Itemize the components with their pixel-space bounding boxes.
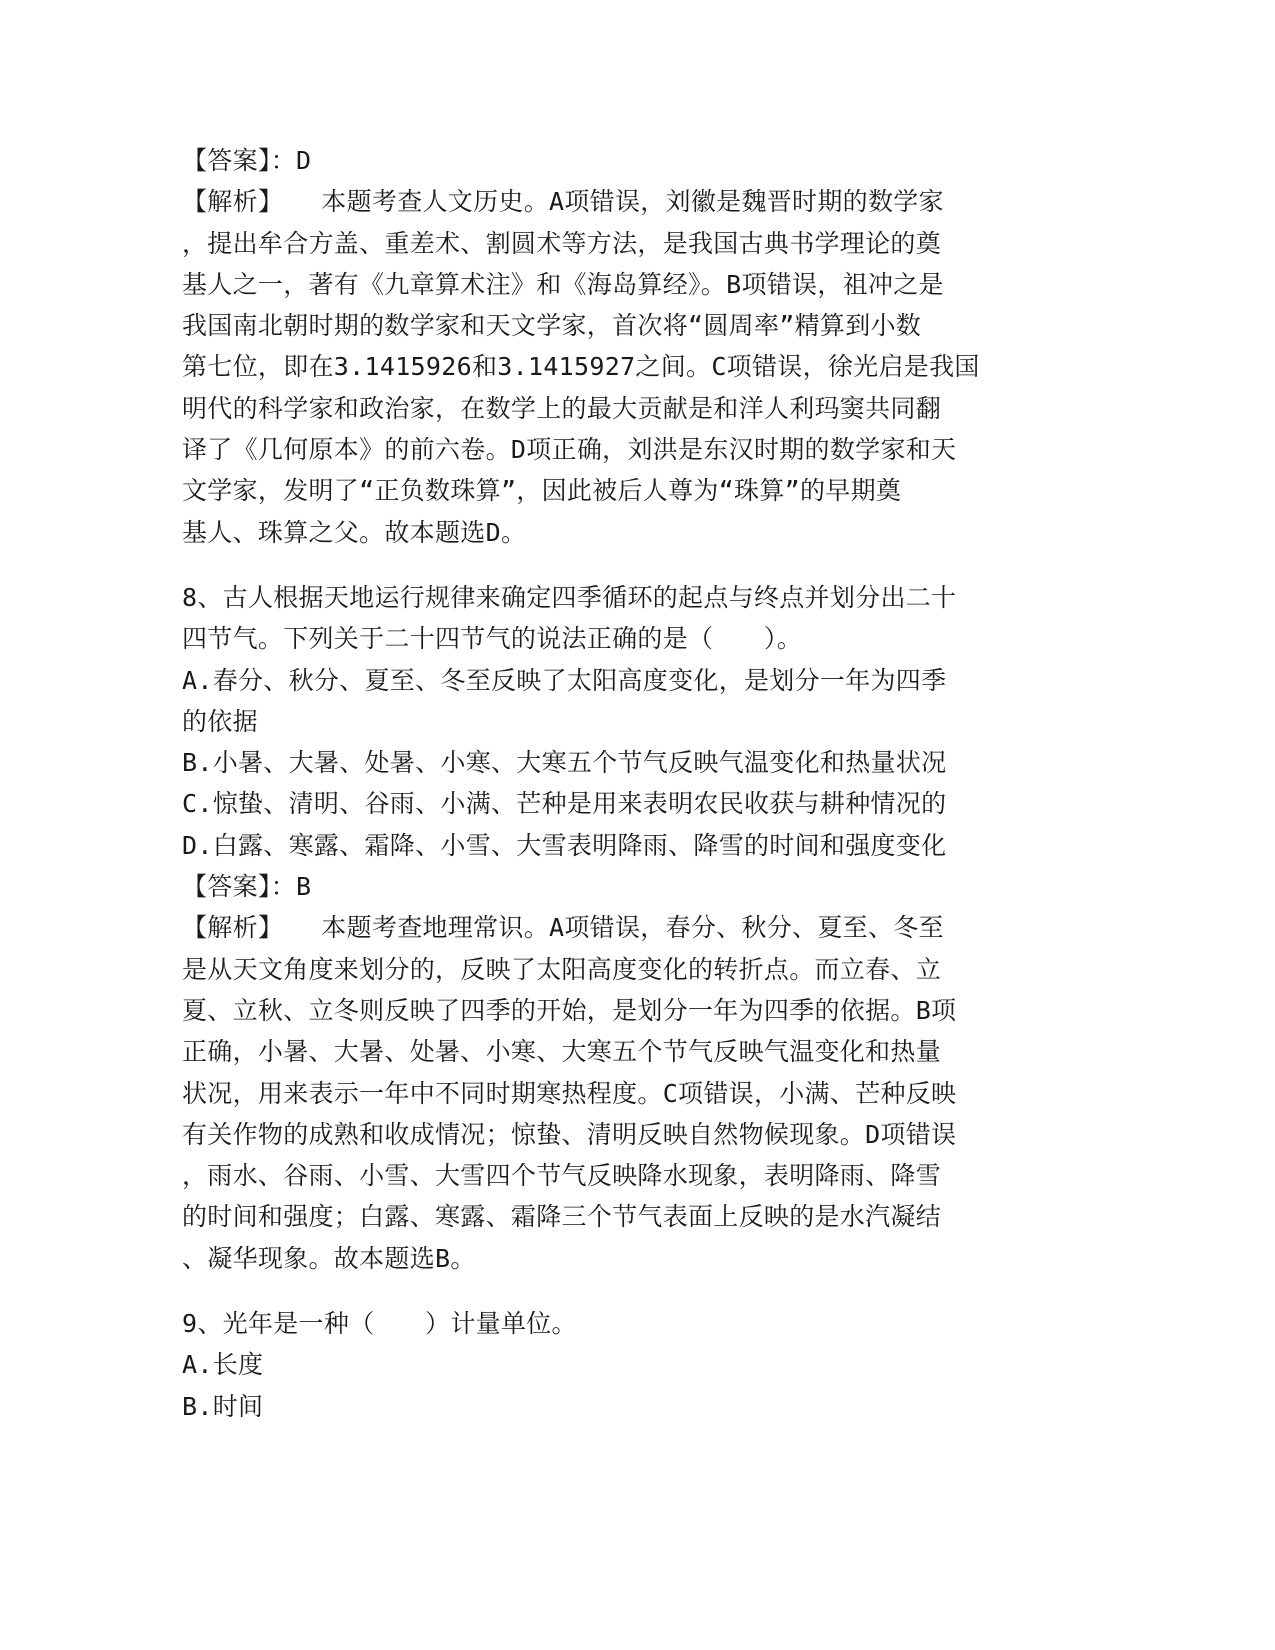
section-gap xyxy=(182,1279,1042,1303)
analysis-line: 明代的科学家和政治家，在数学上的最大贡献是和洋人利玛窦共同翻 xyxy=(182,393,942,423)
analysis-line: 的时间和强度；白露、寒露、霜降三个节气表面上反映的是水汽凝结 xyxy=(182,1202,942,1232)
analysis-line: ，雨水、谷雨、小雪、大雪四个节气反映降水现象，表明降雨、降雪 xyxy=(182,1161,942,1191)
option-a-continued: 的依据 xyxy=(182,706,258,736)
analysis-line: 、凝华现象。故本题选B。 xyxy=(182,1243,476,1273)
section-gap xyxy=(182,553,1042,577)
analysis-line: 正确，小暑、大暑、处暑、小寒、大寒五个节气反映气温变化和热量 xyxy=(182,1037,942,1067)
analysis-line: 【解析】 本题考查地理常识。A项错误，春分、秋分、夏至、冬至 xyxy=(182,913,944,943)
option-c: C.惊蛰、清明、谷雨、小满、芒种是用来表明农民收获与耕种情况的 xyxy=(182,789,947,819)
option-a: A.长度 xyxy=(182,1350,264,1380)
analysis-line: 【解析】 本题考查人文历史。A项错误，刘徽是魏晋时期的数学家 xyxy=(182,187,944,217)
answer-line: 【答案】：B xyxy=(182,872,312,902)
analysis-line: 夏、立秋、立冬则反映了四季的开始，是划分一年为四季的依据。B项 xyxy=(182,995,957,1025)
analysis-line: 译了《几何原本》的前六卷。D项正确，刘洪是东汉时期的数学家和天 xyxy=(182,435,957,465)
analysis-line: 基人之一，著有《九章算术注》和《海岛算经》。B项错误，祖冲之是 xyxy=(182,269,944,299)
document-page xyxy=(182,140,1042,1427)
analysis-line: 基人、珠算之父。故本题选D。 xyxy=(182,517,527,547)
analysis-line: 状况，用来表示一年中不同时期寒热程度。C项错误，小满、芒种反映 xyxy=(182,1078,957,1108)
answer-line: 【答案】：D xyxy=(182,146,312,175)
option-a: A.春分、秋分、夏至、冬至反映了太阳高度变化，是划分一年为四季 xyxy=(182,665,947,695)
analysis-line: 我国南北朝时期的数学家和天文学家，首次将“圆周率”精算到小数 xyxy=(182,311,922,341)
question-stem: 9、光年是一种（ ）计量单位。 xyxy=(182,1309,577,1339)
option-d: D.白露、寒露、霜降、小雪、大雪表明降雨、降雪的时间和强度变化 xyxy=(182,830,947,860)
analysis-line: 第七位，即在3.1415926和3.1415927之间。C项错误，徐光启是我国 xyxy=(182,352,980,382)
analysis-line: ，提出牟合方盖、重差术、割圆术等方法，是我国古典书学理论的奠 xyxy=(182,228,942,258)
question-stem: 四节气。下列关于二十四节气的说法正确的是（ ）。 xyxy=(182,624,803,654)
question-stem: 8、古人根据天地运行规律来确定四季循环的起点与终点并划分出二十 xyxy=(182,582,957,612)
analysis-line: 有关作物的成熟和收成情况；惊蛰、清明反映自然物候现象。D项错误 xyxy=(182,1119,957,1149)
analysis-line: 是从天文角度来划分的，反映了太阳高度变化的转折点。而立春、立 xyxy=(182,954,942,984)
option-b: B.时间 xyxy=(182,1391,264,1421)
analysis-line: 文学家，发明了“正负数珠算”，因此被后人尊为“珠算”的早期奠 xyxy=(182,476,902,506)
option-b: B.小暑、大暑、处暑、小寒、大寒五个节气反映气温变化和热量状况 xyxy=(182,748,947,778)
